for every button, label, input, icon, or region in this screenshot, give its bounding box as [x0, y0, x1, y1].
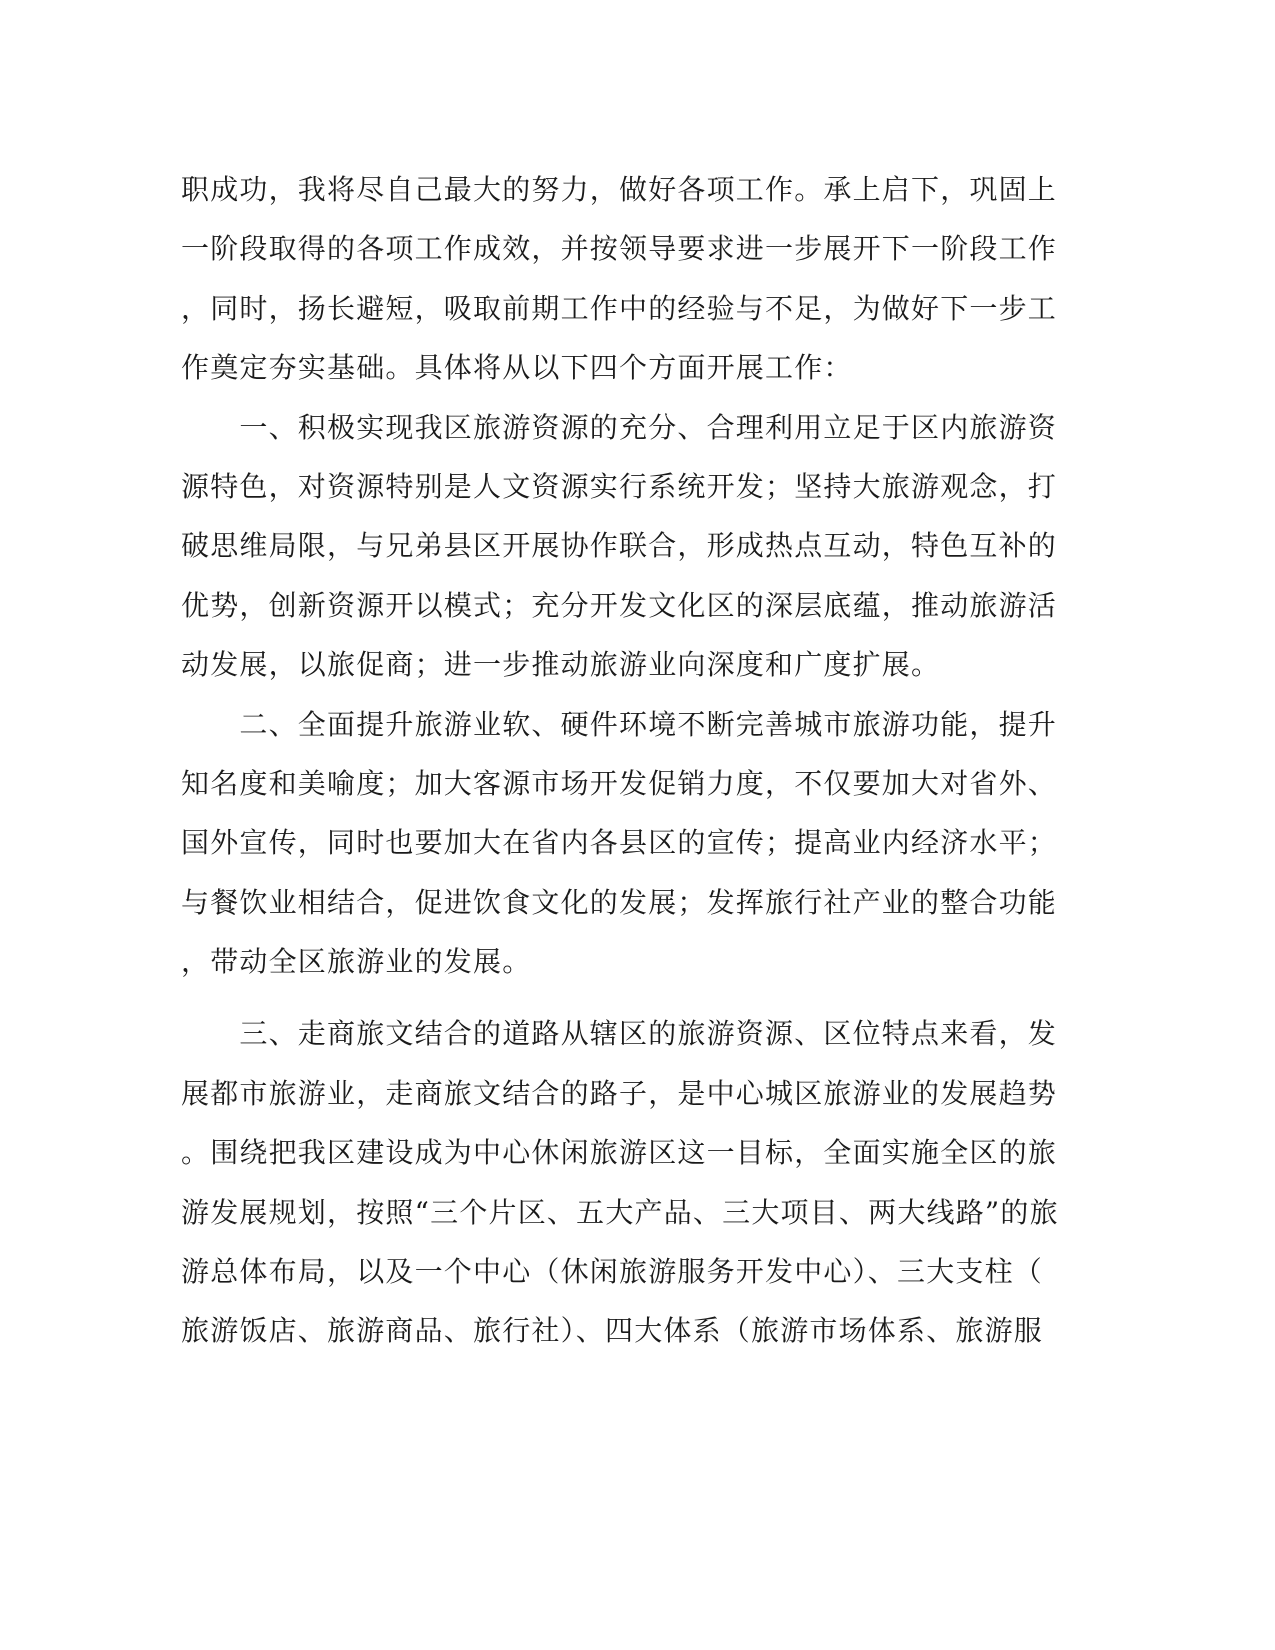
paragraph-3-start: 三、走商旅文结合的道路从辖区的旅游资源、区位特点来看，发 — [181, 1017, 1058, 1051]
text-line: 源特色，对资源特别是人文资源实行系统开发；坚持大旅游观念，打 — [181, 469, 1058, 503]
text-line: 知名度和美喻度；加大客源市场开发促销力度，不仅要加大对省外、 — [181, 766, 1058, 800]
text-line: 旅游饭店、旅游商品、旅行社）、四大体系（旅游市场体系、旅游服 — [181, 1314, 1044, 1348]
text-line: 国外宣传，同时也要加大在省内各县区的宣传；提高业内经济水平； — [181, 826, 1058, 860]
text-line: 一阶段取得的各项工作成效，并按领导要求进一步展开下一阶段工作 — [181, 232, 1058, 266]
text-line: ，带动全区旅游业的发展。 — [181, 945, 532, 979]
text-line: 展都市旅游业，走商旅文结合的路子，是中心城区旅游业的发展趋势 — [181, 1076, 1058, 1110]
body-text — [181, 160, 1059, 1361]
paragraph-2-start: 二、全面提升旅游业软、硬件环境不断完善城市旅游功能，提升 — [181, 707, 1058, 741]
text-line: 游发展规划，按照“三个片区、五大产品、三大项目、两大线路”的旅 — [181, 1195, 1059, 1229]
text-line: 游总体布局，以及一个中心（休闲旅游服务开发中心）、三大支柱（ — [181, 1255, 1044, 1289]
text-line: 作奠定夯实基础。具体将从以下四个方面开展工作： — [181, 351, 853, 385]
paragraph-gap — [181, 991, 1041, 1004]
text-line: 破思维局限，与兄弟县区开展协作联合，形成热点互动，特色互补的 — [181, 529, 1058, 563]
text-line: 优势，创新资源开以模式；充分开发文化区的深层底蕴，推动旅游活 — [181, 588, 1058, 622]
paragraph-1-start: 一、积极实现我区旅游资源的充分、合理利用立足于区内旅游资 — [181, 410, 1058, 444]
text-line: 与餐饮业相结合，促进饮食文化的发展；发挥旅行社产业的整合功能 — [181, 885, 1058, 919]
text-line: 动发展，以旅促商；进一步推动旅游业向深度和广度扩展。 — [181, 648, 941, 682]
text-line: 职成功，我将尽自己最大的努力，做好各项工作。承上启下，巩固上 — [181, 173, 1058, 206]
text-line: 。围绕把我区建设成为中心休闲旅游区这一目标，全面实施全区的旅 — [181, 1136, 1058, 1170]
text-line: ，同时，扬长避短，吸取前期工作中的经验与不足，为做好下一步工 — [181, 291, 1058, 325]
